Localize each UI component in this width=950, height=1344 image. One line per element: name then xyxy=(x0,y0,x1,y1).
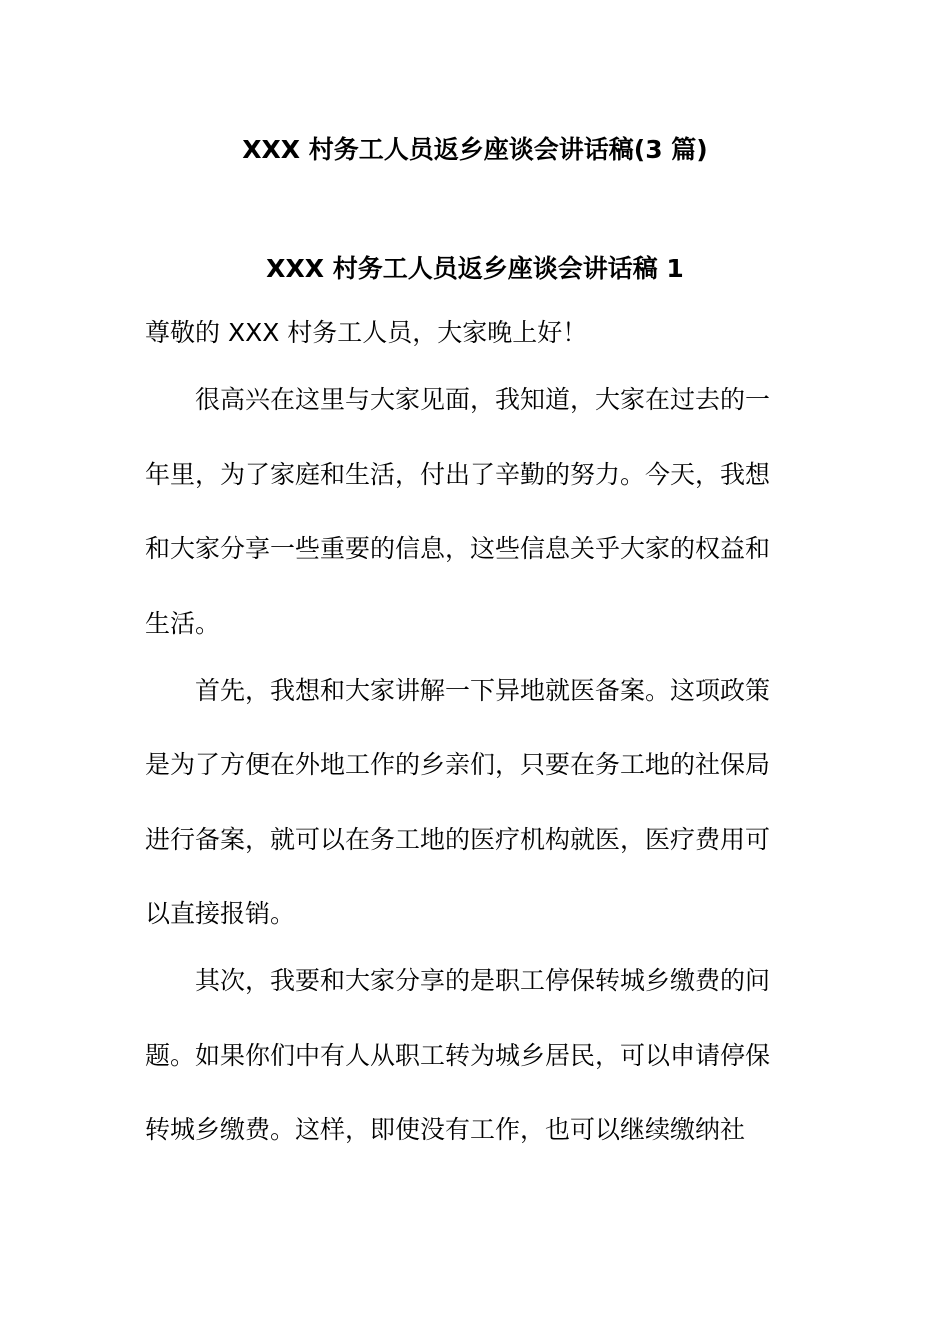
paragraph-2-line-4: 以直接报销。 xyxy=(145,899,296,928)
section-title: XXX 村务工人员返乡座谈会讲话稿 1 xyxy=(266,254,684,283)
paragraph-1-line-1: 很高兴在这里与大家见面，我知道，大家在过去的一 xyxy=(195,385,771,414)
paragraph-1-line-4: 生活。 xyxy=(145,609,221,638)
paragraph-2-line-2: 是为了方便在外地工作的乡亲们，只要在务工地的社保局 xyxy=(145,750,771,779)
paragraph-3-line-2: 题。如果你们中有人从职工转为城乡居民，可以申请停保 xyxy=(145,1041,771,1070)
paragraph-3-line-3: 转城乡缴费。这样，即使没有工作，也可以继续缴纳社 xyxy=(145,1115,746,1144)
paragraph-3-line-1: 其次，我要和大家分享的是职工停保转城乡缴费的问 xyxy=(195,966,771,995)
document-title: XXX 村务工人员返乡座谈会讲话稿(3 篇) xyxy=(242,135,708,164)
paragraph-2-line-1: 首先，我想和大家讲解一下异地就医备案。这项政策 xyxy=(195,676,771,705)
greeting-line: 尊敬的 XXX 村务工人员，大家晚上好！ xyxy=(145,318,588,347)
paragraph-1-line-3: 和大家分享一些重要的信息，这些信息关乎大家的权益和 xyxy=(145,534,771,563)
paragraph-2-line-3: 进行备案，就可以在务工地的医疗机构就医，医疗费用可 xyxy=(145,825,771,854)
paragraph-1-line-2: 年里，为了家庭和生活，付出了辛勤的努力。今天，我想 xyxy=(145,460,771,489)
